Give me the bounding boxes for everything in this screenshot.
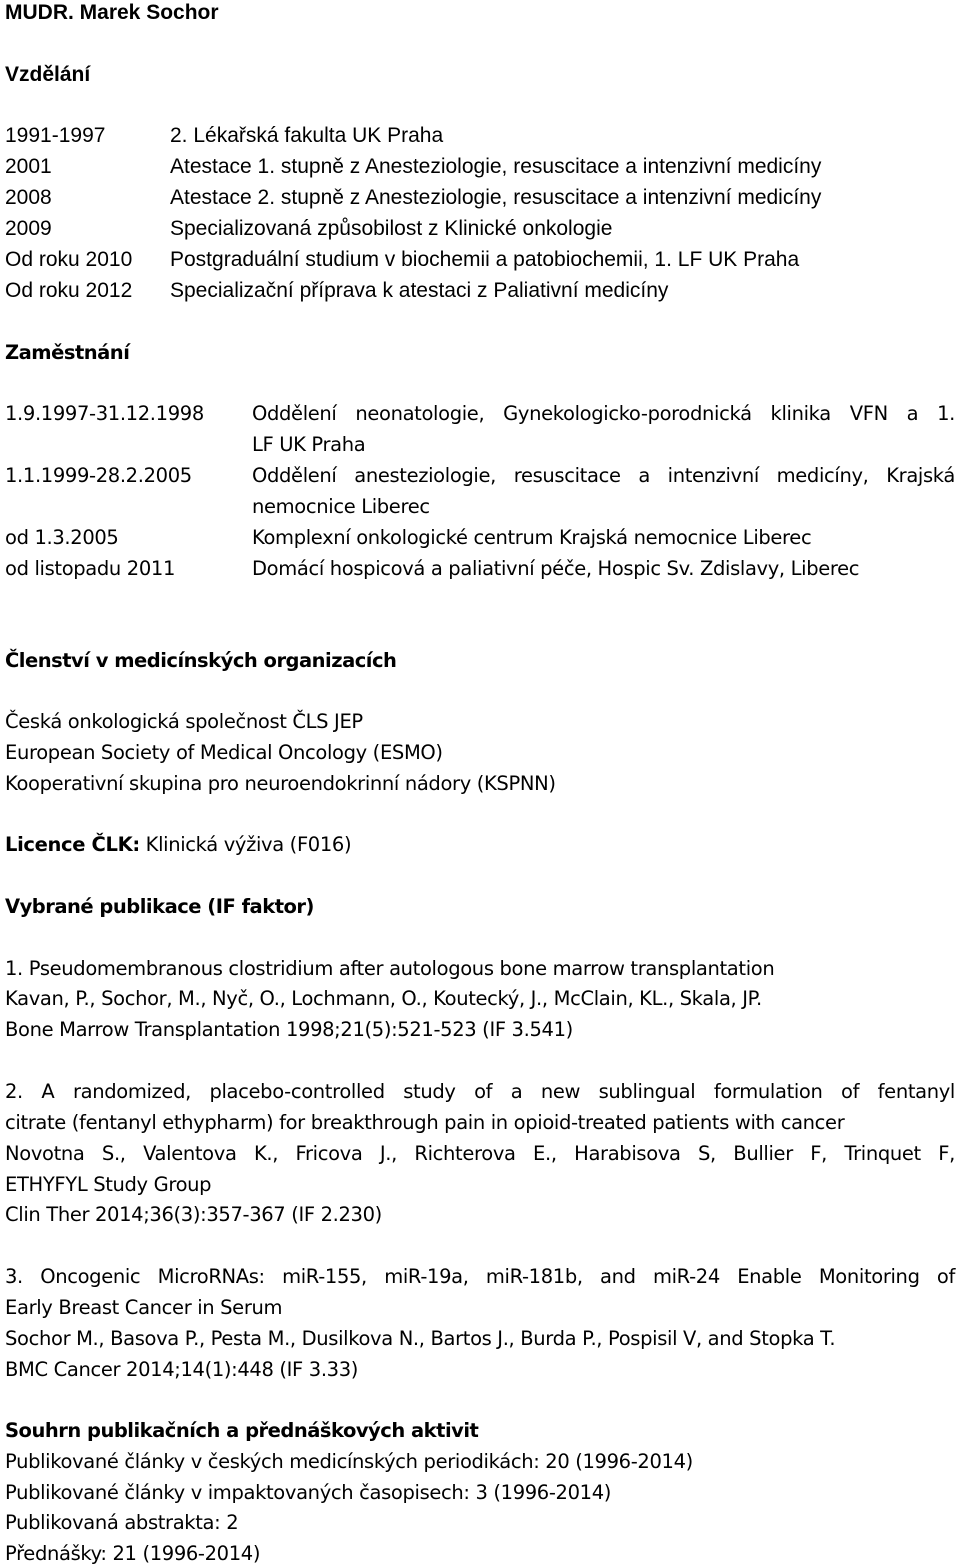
education-text: Postgraduální studium v biochemii a patobiochemii, 1. LF UK Praha: [170, 248, 800, 271]
education-text: Atestace 2. stupně z Anesteziologie, resuscitace a intenzivní medicíny: [170, 186, 822, 209]
license-value: Klinická výživa (F016): [139, 833, 352, 856]
publication-title: 1. Pseudomembranous clostridium after autologous bone marrow transplantation: [5, 957, 775, 980]
education-row: [5, 154, 955, 180]
license-line: [5, 832, 351, 858]
publication-title-line: 2. A randomized, placebo-controlled study of a new sublingual formulation of fentanyl: [5, 1080, 955, 1103]
education-heading: Vzdělání: [5, 63, 91, 86]
employment-period: od listopadu 2011: [5, 557, 176, 580]
membership-item: Kooperativní skupina pro neuroendokrinní nádory (KSPNN): [5, 772, 556, 795]
employment-row: [5, 525, 955, 551]
summary-item: Přednášky: 21 (1996-2014): [5, 1542, 261, 1565]
education-text: Specializační příprava k atestaci z Paliativní medicíny: [170, 279, 669, 302]
publication-authors-line: ETHYFYL Study Group: [5, 1173, 212, 1196]
education-period: 1991-1997: [5, 124, 106, 147]
publication-title-line: 3. Oncogenic MicroRNAs: miR-155, miR-19a, miR-181b, and miR-24 Enable Monitoring of: [5, 1265, 955, 1288]
employment-text: nemocnice Liberec: [252, 495, 430, 518]
publication-title-line: Early Breast Cancer in Serum: [5, 1296, 283, 1319]
education-period: Od roku 2012: [5, 279, 133, 302]
summary-item: Publikované články v impaktovaných časopisech: 3 (1996-2014): [5, 1481, 612, 1504]
publications-heading: Vybrané publikace (IF faktor): [5, 895, 314, 918]
publication-authors: Kavan, P., Sochor, M., Nyč, O., Lochmann, O., Koutecký, J., McClain, KL., Skala, JP.: [5, 987, 762, 1010]
education-row: [5, 185, 955, 211]
education-period: Od roku 2010: [5, 248, 133, 271]
education-text: 2. Lékařská fakulta UK Praha: [170, 124, 444, 147]
employment-row: [5, 556, 955, 582]
employment-period: 1.1.1999-28.2.2005: [5, 464, 192, 487]
employment-text: LF UK Praha: [252, 433, 366, 456]
employment-period: 1.9.1997-31.12.1998: [5, 402, 204, 425]
summary-item: Publikované články v českých medicínských periodikách: 20 (1996-2014): [5, 1450, 693, 1473]
education-row: [5, 123, 955, 149]
education-row: [5, 216, 955, 242]
person-name: MUDR. Marek Sochor: [5, 1, 219, 24]
education-row: [5, 247, 955, 273]
education-period: 2001: [5, 155, 52, 178]
employment-text: Domácí hospicová a paliativní péče, Hospic Sv. Zdislavy, Liberec: [252, 557, 860, 580]
employment-heading: Zaměstnání: [5, 341, 130, 364]
employment-period: od 1.3.2005: [5, 526, 119, 549]
education-period: 2009: [5, 217, 52, 240]
membership-item: European Society of Medical Oncology (ESMO): [5, 741, 443, 764]
license-label: Licence ČLK:: [5, 833, 140, 856]
employment-row: [5, 401, 955, 427]
membership-heading: Členství v medicínských organizacích: [5, 649, 397, 672]
publication-source: BMC Cancer 2014;14(1):448 (IF 3.33): [5, 1358, 359, 1381]
publication-title-line: citrate (fentanyl ethypharm) for breakthrough pain in opioid-treated patients with cancer: [5, 1111, 845, 1134]
publication-source: Bone Marrow Transplantation 1998;21(5):521-523 (IF 3.541): [5, 1018, 573, 1041]
employment-text: Oddělení neonatologie, Gynekologicko-porodnická klinika VFN a 1.: [252, 402, 955, 425]
publication-authors: Sochor M., Basova P., Pesta M., Dusilkova N., Bartos J., Burda P., Pospisil V, and Stopka T.: [5, 1327, 836, 1350]
education-period: 2008: [5, 186, 52, 209]
membership-item: Česká onkologická společnost ČLS JEP: [5, 710, 363, 733]
education-row: [5, 278, 955, 304]
employment-text: Komplexní onkologické centrum Krajská nemocnice Liberec: [252, 526, 812, 549]
publication-source: Clin Ther 2014;36(3):357-367 (IF 2.230): [5, 1203, 382, 1226]
employment-row: [5, 463, 955, 489]
employment-text: Oddělení anesteziologie, resuscitace a intenzivní medicíny, Krajská: [252, 464, 955, 487]
education-text: Specializovaná způsobilost z Klinické onkologie: [170, 217, 613, 240]
summary-item: Publikovaná abstrakta: 2: [5, 1511, 239, 1534]
summary-heading: Souhrn publikačních a přednáškových aktivit: [5, 1419, 479, 1442]
education-text: Atestace 1. stupně z Anesteziologie, resuscitace a intenzivní medicíny: [170, 155, 822, 178]
publication-authors-line: Novotna S., Valentova K., Fricova J., Richterova E., Harabisova S, Bullier F, Trinquet F,: [5, 1142, 955, 1165]
